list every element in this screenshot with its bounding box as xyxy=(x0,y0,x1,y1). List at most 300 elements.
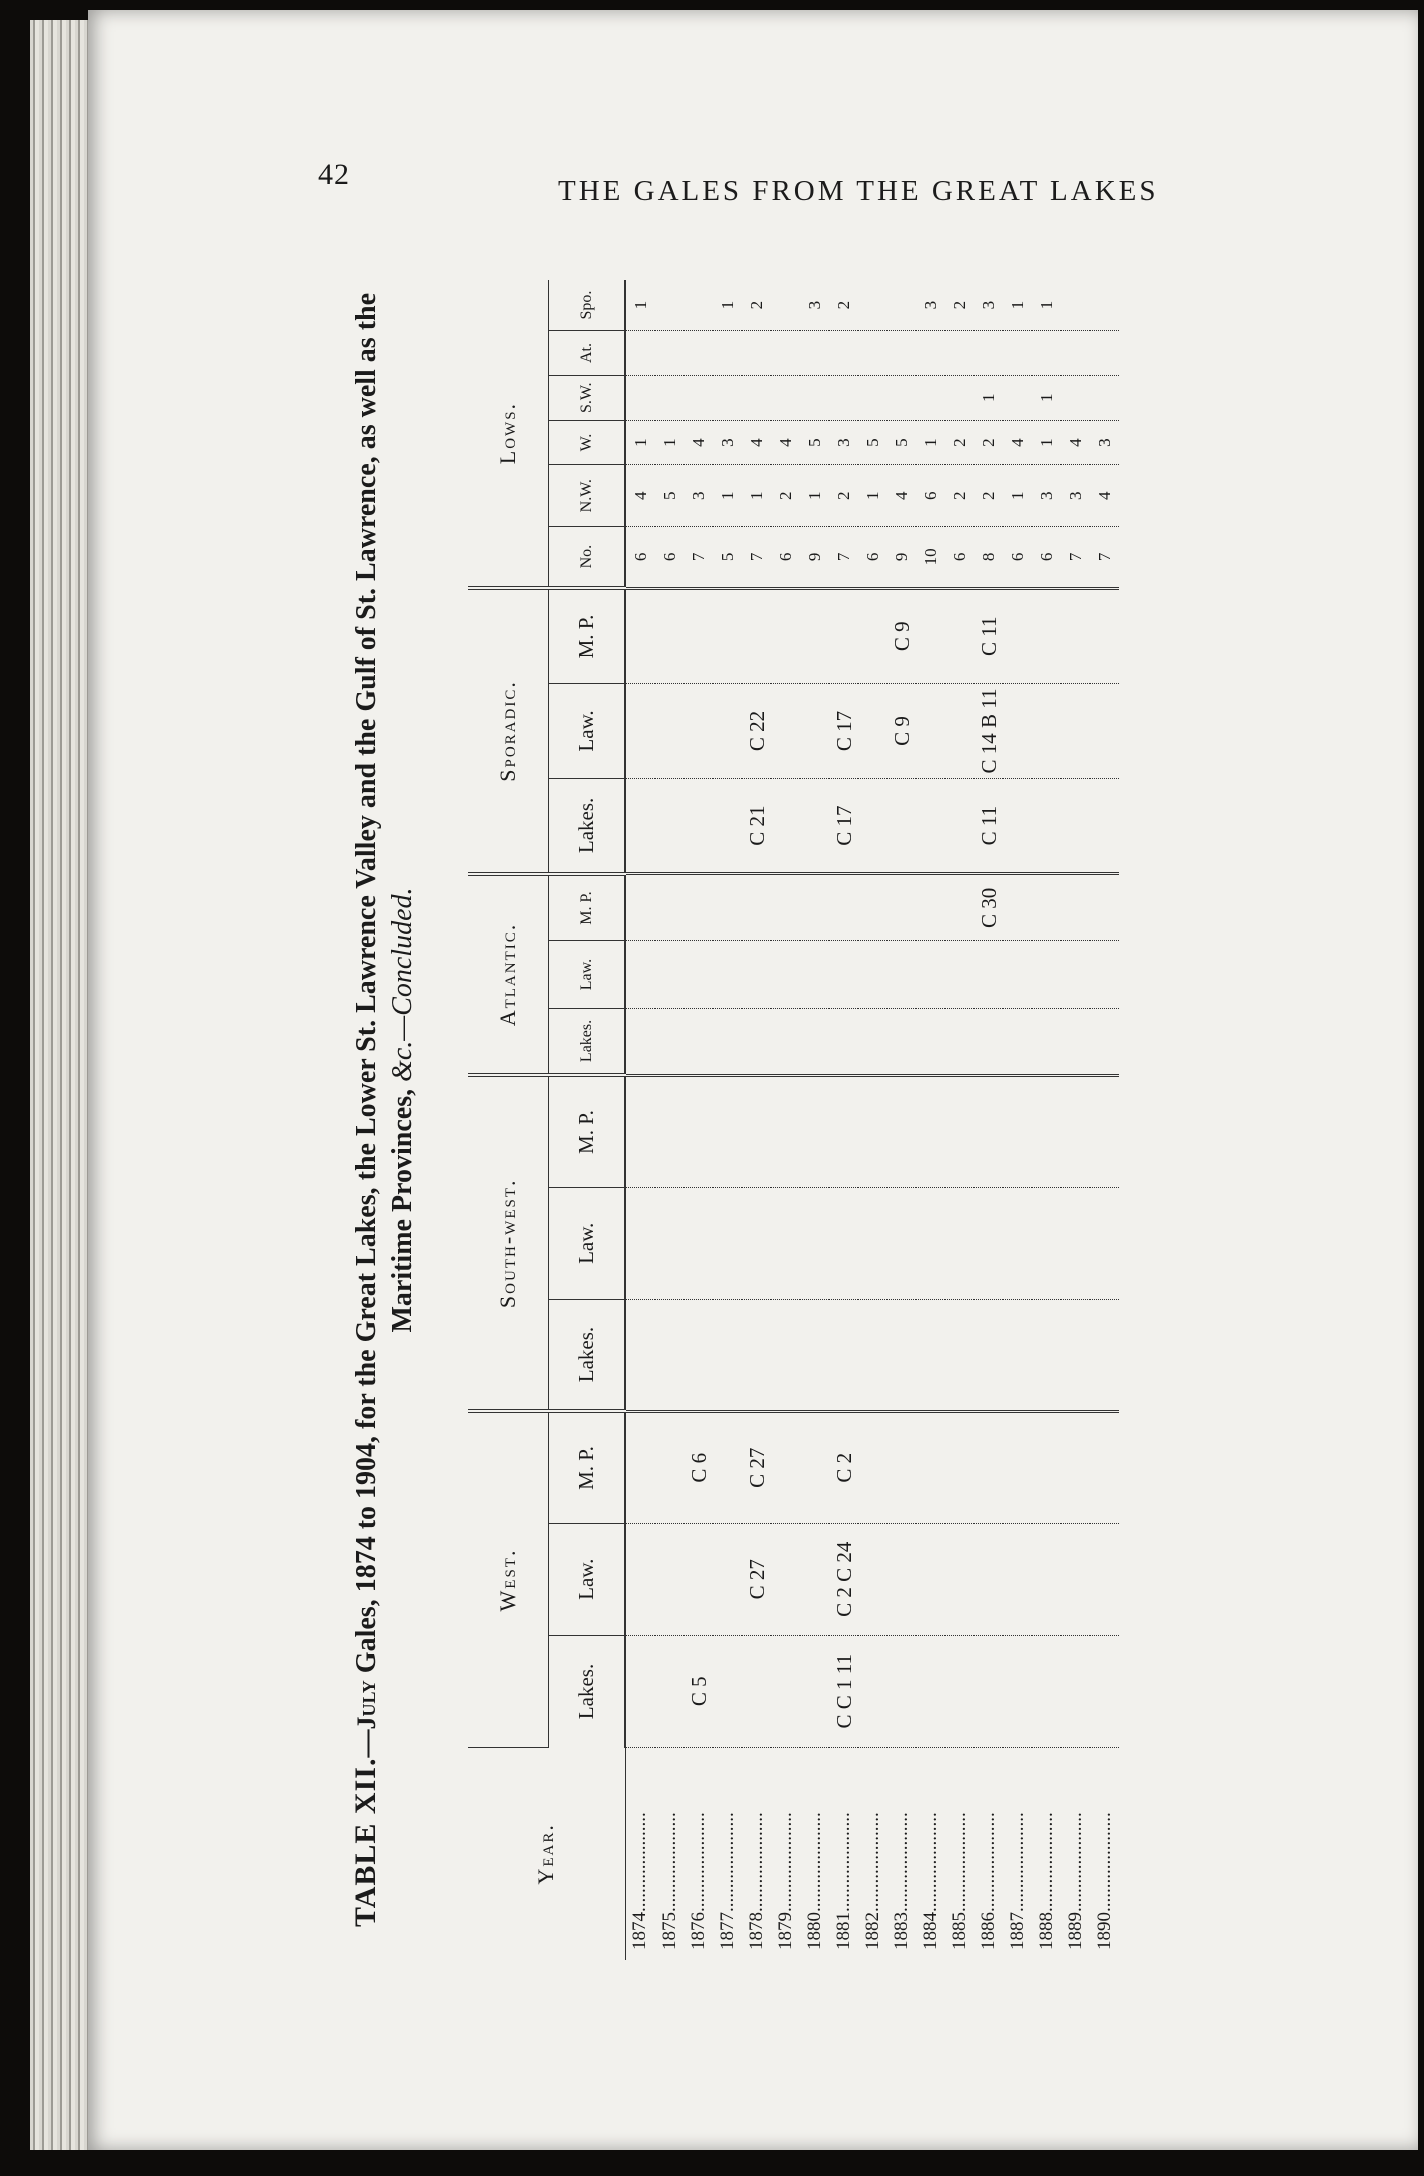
book-page xyxy=(88,10,1418,2150)
cell-s-mp xyxy=(742,588,771,683)
cell-s-law xyxy=(1061,683,1090,778)
cell-w-mp xyxy=(800,1411,829,1523)
cell-a-law xyxy=(974,941,1003,1008)
rotated-table-block xyxy=(338,260,1388,1960)
cell-sw-law xyxy=(887,1187,916,1299)
cell-w-law xyxy=(916,1523,945,1635)
cell-w-lakes xyxy=(1032,1635,1061,1747)
cell-w: 4 xyxy=(771,420,800,465)
cell-a-law xyxy=(945,941,974,1008)
table-row xyxy=(742,280,771,1960)
cell-s-law xyxy=(800,683,829,778)
cell-w-law xyxy=(800,1523,829,1635)
cell-a-mp xyxy=(684,874,713,941)
cell-w-mp xyxy=(887,1411,916,1523)
cell-s-mp xyxy=(858,588,887,683)
cell-w-mp xyxy=(1090,1411,1119,1523)
cell-spo: 2 xyxy=(945,280,974,331)
cell-w-law xyxy=(1061,1523,1090,1635)
cell-nw: 4 xyxy=(1090,465,1119,527)
cell-a-mp xyxy=(625,874,655,941)
year-cell: 1876..................... xyxy=(687,1812,709,1950)
cell-sw-lakes xyxy=(684,1299,713,1411)
cell-s-lakes xyxy=(1090,779,1119,874)
cell-no: 9 xyxy=(887,527,916,589)
cell-no: 6 xyxy=(945,527,974,589)
cell-nw: 4 xyxy=(625,465,655,527)
cell-no: 10 xyxy=(916,527,945,589)
cell-a-mp xyxy=(713,874,742,941)
cell-no: 8 xyxy=(974,527,1003,589)
cell-s-lakes: C 21 xyxy=(742,779,771,874)
col-sw-law: Law. xyxy=(549,1187,626,1299)
cell-sw-law xyxy=(713,1187,742,1299)
cell-sw-mp xyxy=(771,1075,800,1187)
cell-w-mp xyxy=(713,1411,742,1523)
table-row xyxy=(1003,280,1032,1960)
cell-spo: 1 xyxy=(713,280,742,331)
cell-a-mp xyxy=(800,874,829,941)
cell-sw xyxy=(1061,375,1090,420)
year-cell: 1887..................... xyxy=(1006,1812,1028,1950)
cell-sw-lakes xyxy=(916,1299,945,1411)
cell-w-lakes xyxy=(742,1635,771,1747)
cell-nw: 1 xyxy=(800,465,829,527)
col-lows-spo: Spo. xyxy=(549,280,626,331)
col-lows-no: No. xyxy=(549,527,626,589)
year-cell: 1884..................... xyxy=(919,1812,941,1950)
cell-s-mp xyxy=(625,588,655,683)
cell-sw-mp xyxy=(974,1075,1003,1187)
cell-w-lakes xyxy=(974,1635,1003,1747)
cell-at xyxy=(1061,331,1090,376)
cell-s-law xyxy=(916,683,945,778)
cell-a-lakes xyxy=(858,1008,887,1075)
cell-s-mp xyxy=(1032,588,1061,683)
group-west: West. xyxy=(468,1411,549,1747)
cell-sw-law xyxy=(742,1187,771,1299)
table-row xyxy=(858,280,887,1960)
cell-w-lakes xyxy=(800,1635,829,1747)
cell-w-law xyxy=(945,1523,974,1635)
cell-no: 6 xyxy=(625,527,655,589)
cell-w-law xyxy=(858,1523,887,1635)
cell-a-law xyxy=(771,941,800,1008)
cell-w-law xyxy=(684,1523,713,1635)
cell-a-lakes xyxy=(1032,1008,1061,1075)
cell-s-law xyxy=(625,683,655,778)
cell-no: 6 xyxy=(771,527,800,589)
cell-s-lakes xyxy=(887,779,916,874)
cell-a-mp xyxy=(655,874,684,941)
cell-w: 5 xyxy=(858,420,887,465)
cell-sw-mp xyxy=(800,1075,829,1187)
cell-w: 4 xyxy=(1061,420,1090,465)
cell-w-law xyxy=(771,1523,800,1635)
cell-w-lakes: C 5 xyxy=(684,1635,713,1747)
cell-sw-law xyxy=(655,1187,684,1299)
cell-a-lakes xyxy=(771,1008,800,1075)
cell-at xyxy=(1003,331,1032,376)
cell-sw-mp xyxy=(655,1075,684,1187)
cell-w-mp xyxy=(625,1411,655,1523)
cell-s-mp xyxy=(800,588,829,683)
cell-w-lakes xyxy=(625,1635,655,1747)
cell-sw-mp xyxy=(713,1075,742,1187)
cell-a-lakes xyxy=(945,1008,974,1075)
caption-month: July xyxy=(352,1680,381,1730)
cell-no: 6 xyxy=(655,527,684,589)
cell-s-lakes xyxy=(800,779,829,874)
cell-w: 3 xyxy=(713,420,742,465)
cell-nw: 2 xyxy=(829,465,858,527)
cell-at xyxy=(887,331,916,376)
cell-s-lakes xyxy=(684,779,713,874)
cell-sw-lakes xyxy=(625,1299,655,1411)
cell-sw xyxy=(916,375,945,420)
cell-a-lakes xyxy=(974,1008,1003,1075)
cell-sw xyxy=(887,375,916,420)
cell-sw xyxy=(684,375,713,420)
year-cell: 1883..................... xyxy=(890,1812,912,1950)
table-row xyxy=(1032,280,1061,1960)
cell-sw-lakes xyxy=(887,1299,916,1411)
cell-sw xyxy=(800,375,829,420)
cell-w-mp xyxy=(771,1411,800,1523)
col-sporadic-law: Law. xyxy=(549,683,626,778)
cell-w-mp: C 27 xyxy=(742,1411,771,1523)
cell-s-lakes xyxy=(771,779,800,874)
cell-sw-mp xyxy=(742,1075,771,1187)
cell-at xyxy=(771,331,800,376)
cell-s-lakes xyxy=(1061,779,1090,874)
year-cell: 1880..................... xyxy=(803,1812,825,1950)
cell-nw: 1 xyxy=(858,465,887,527)
cell-s-law: C 9 xyxy=(887,683,916,778)
cell-spo: 1 xyxy=(1003,280,1032,331)
cell-w: 3 xyxy=(829,420,858,465)
cell-spo: 3 xyxy=(916,280,945,331)
cell-no: 7 xyxy=(1061,527,1090,589)
cell-sw-lakes xyxy=(829,1299,858,1411)
cell-sw-lakes xyxy=(655,1299,684,1411)
col-lows-sw: S.W. xyxy=(549,375,626,420)
cell-at xyxy=(713,331,742,376)
col-atlantic-law: Law. xyxy=(549,941,626,1008)
cell-no: 6 xyxy=(858,527,887,589)
cell-s-mp xyxy=(771,588,800,683)
cell-sw-law xyxy=(800,1187,829,1299)
year-cell: 1881..................... xyxy=(832,1812,854,1950)
cell-w-law xyxy=(713,1523,742,1635)
cell-w-lakes xyxy=(887,1635,916,1747)
cell-w-law xyxy=(974,1523,1003,1635)
cell-s-law xyxy=(858,683,887,778)
year-cell: 1875..................... xyxy=(658,1812,680,1950)
year-cell: 1882..................... xyxy=(861,1812,883,1950)
cell-w-lakes xyxy=(945,1635,974,1747)
cell-at xyxy=(655,331,684,376)
cell-s-lakes: C 11 xyxy=(974,779,1003,874)
cell-w-mp xyxy=(1003,1411,1032,1523)
cell-s-mp xyxy=(1003,588,1032,683)
cell-no: 7 xyxy=(1090,527,1119,589)
cell-s-mp xyxy=(1090,588,1119,683)
col-lows-w: W. xyxy=(549,420,626,465)
cell-nw: 1 xyxy=(713,465,742,527)
cell-s-law xyxy=(655,683,684,778)
table-row xyxy=(655,280,684,1960)
cell-a-mp xyxy=(887,874,916,941)
caption-text: Gales, 1874 to 1904, for the Great Lakes, the Lower St. Lawrence Valley and the Gulf of St. Lawrence, as well as the Maritime Provinces, xyxy=(351,292,418,1681)
cell-sw-mp xyxy=(1090,1075,1119,1187)
cell-spo: 2 xyxy=(829,280,858,331)
table-row xyxy=(713,280,742,1960)
cell-a-law xyxy=(1090,941,1119,1008)
cell-sw-lakes xyxy=(858,1299,887,1411)
cell-w: 5 xyxy=(800,420,829,465)
table-body xyxy=(625,280,1119,1960)
col-atlantic-mp: M. P. xyxy=(549,874,626,941)
cell-w: 4 xyxy=(684,420,713,465)
cell-a-law xyxy=(625,941,655,1008)
table-row xyxy=(974,280,1003,1960)
caption-dash: — xyxy=(351,1729,382,1758)
year-cell: 1878..................... xyxy=(745,1812,767,1950)
cell-nw: 1 xyxy=(742,465,771,527)
cell-w-law xyxy=(655,1523,684,1635)
cell-nw: 6 xyxy=(916,465,945,527)
cell-sw-lakes xyxy=(771,1299,800,1411)
cell-sw-law xyxy=(1090,1187,1119,1299)
cell-nw: 3 xyxy=(1032,465,1061,527)
cell-spo xyxy=(1090,280,1119,331)
cell-a-mp xyxy=(1090,874,1119,941)
cell-no: 6 xyxy=(1003,527,1032,589)
cell-w-law xyxy=(1003,1523,1032,1635)
cell-spo xyxy=(858,280,887,331)
cell-spo xyxy=(655,280,684,331)
col-sw-lakes: Lakes. xyxy=(549,1299,626,1411)
cell-s-mp xyxy=(945,588,974,683)
table-row xyxy=(887,280,916,1960)
cell-at xyxy=(974,331,1003,376)
cell-w: 2 xyxy=(974,420,1003,465)
cell-w: 5 xyxy=(887,420,916,465)
cell-a-law xyxy=(655,941,684,1008)
cell-sw-law xyxy=(829,1187,858,1299)
cell-a-lakes xyxy=(713,1008,742,1075)
cell-s-lakes xyxy=(1003,779,1032,874)
cell-s-law: C 14 B 11 xyxy=(974,683,1003,778)
cell-w-mp xyxy=(916,1411,945,1523)
cell-spo: 1 xyxy=(625,280,655,331)
cell-w: 1 xyxy=(655,420,684,465)
cell-w: 1 xyxy=(625,420,655,465)
cell-sw-mp xyxy=(1032,1075,1061,1187)
cell-a-lakes xyxy=(1061,1008,1090,1075)
cell-a-lakes xyxy=(887,1008,916,1075)
cell-sw-law xyxy=(1003,1187,1032,1299)
cell-a-lakes xyxy=(1003,1008,1032,1075)
cell-sw-mp xyxy=(1003,1075,1032,1187)
cell-nw: 2 xyxy=(945,465,974,527)
cell-at xyxy=(1090,331,1119,376)
col-lows-at: At. xyxy=(549,331,626,376)
cell-sw-mp xyxy=(887,1075,916,1187)
table-label: TABLE XII. xyxy=(349,1757,382,1928)
cell-no: 9 xyxy=(800,527,829,589)
gales-table xyxy=(468,280,1119,1960)
col-west-mp: M. P. xyxy=(549,1411,626,1523)
table-row xyxy=(800,280,829,1960)
table-caption xyxy=(348,260,421,1960)
cell-sw xyxy=(945,375,974,420)
year-cell: 1886..................... xyxy=(977,1812,999,1950)
cell-sw-law xyxy=(684,1187,713,1299)
cell-at xyxy=(829,331,858,376)
cell-sw-law xyxy=(858,1187,887,1299)
cell-a-law xyxy=(684,941,713,1008)
cell-s-lakes xyxy=(1032,779,1061,874)
cell-sw: 1 xyxy=(974,375,1003,420)
cell-s-lakes: C 17 xyxy=(829,779,858,874)
cell-sw xyxy=(1090,375,1119,420)
cell-w-law: C 2 C 24 xyxy=(829,1523,858,1635)
cell-s-mp xyxy=(916,588,945,683)
cell-s-lakes xyxy=(625,779,655,874)
cell-nw: 3 xyxy=(1061,465,1090,527)
cell-spo: 1 xyxy=(1032,280,1061,331)
year-cell: 1890..................... xyxy=(1093,1812,1115,1950)
cell-sw-lakes xyxy=(713,1299,742,1411)
group-sporadic: Sporadic. xyxy=(468,588,549,874)
cell-a-lakes xyxy=(684,1008,713,1075)
cell-w-law xyxy=(887,1523,916,1635)
cell-sw-lakes xyxy=(1032,1299,1061,1411)
cell-s-law xyxy=(684,683,713,778)
cell-w-law: C 27 xyxy=(742,1523,771,1635)
cell-sw-mp xyxy=(829,1075,858,1187)
cell-spo xyxy=(684,280,713,331)
cell-a-law xyxy=(1061,941,1090,1008)
cell-a-lakes xyxy=(1090,1008,1119,1075)
cell-s-lakes xyxy=(858,779,887,874)
cell-w-mp: C 6 xyxy=(684,1411,713,1523)
cell-no: 7 xyxy=(742,527,771,589)
cell-a-mp xyxy=(1032,874,1061,941)
cell-sw xyxy=(771,375,800,420)
cell-sw xyxy=(655,375,684,420)
cell-w-mp xyxy=(945,1411,974,1523)
cell-at xyxy=(1032,331,1061,376)
cell-sw-law xyxy=(625,1187,655,1299)
cell-w-mp xyxy=(1032,1411,1061,1523)
cell-sw-mp xyxy=(858,1075,887,1187)
cell-a-law xyxy=(800,941,829,1008)
cell-no: 7 xyxy=(684,527,713,589)
subheader-row xyxy=(549,280,626,1960)
cell-w-lakes xyxy=(713,1635,742,1747)
cell-w-law xyxy=(625,1523,655,1635)
cell-nw: 1 xyxy=(1003,465,1032,527)
cell-nw: 2 xyxy=(771,465,800,527)
cell-sw-mp xyxy=(684,1075,713,1187)
cell-sw xyxy=(858,375,887,420)
col-lows-nw: N.W. xyxy=(549,465,626,527)
col-west-lakes: Lakes. xyxy=(549,1635,626,1747)
year-cell: 1877..................... xyxy=(716,1812,738,1950)
cell-sw xyxy=(625,375,655,420)
cell-no: 6 xyxy=(1032,527,1061,589)
year-header: Year. xyxy=(468,1747,625,1960)
cell-spo xyxy=(771,280,800,331)
group-south-west: South-west. xyxy=(468,1075,549,1411)
cell-no: 7 xyxy=(829,527,858,589)
cell-sw-law xyxy=(916,1187,945,1299)
cell-s-law: C 22 xyxy=(742,683,771,778)
cell-sw-lakes xyxy=(742,1299,771,1411)
cell-w: 3 xyxy=(1090,420,1119,465)
cell-s-mp: C 9 xyxy=(887,588,916,683)
cell-w-mp xyxy=(858,1411,887,1523)
col-sporadic-lakes: Lakes. xyxy=(549,779,626,874)
cell-a-law xyxy=(742,941,771,1008)
cell-s-mp: C 11 xyxy=(974,588,1003,683)
year-cell: 1885..................... xyxy=(948,1812,970,1950)
cell-w-mp xyxy=(655,1411,684,1523)
table-row xyxy=(829,280,858,1960)
cell-at xyxy=(858,331,887,376)
table-row xyxy=(916,280,945,1960)
cell-w-lakes xyxy=(655,1635,684,1747)
cell-s-lakes xyxy=(713,779,742,874)
cell-at xyxy=(916,331,945,376)
table-row xyxy=(684,280,713,1960)
cell-nw: 3 xyxy=(684,465,713,527)
col-sw-mp: M. P. xyxy=(549,1075,626,1187)
cell-s-law xyxy=(945,683,974,778)
cell-sw-lakes xyxy=(974,1299,1003,1411)
cell-w-law xyxy=(1090,1523,1119,1635)
cell-s-lakes xyxy=(655,779,684,874)
cell-s-law xyxy=(771,683,800,778)
cell-nw: 4 xyxy=(887,465,916,527)
cell-no: 5 xyxy=(713,527,742,589)
col-atlantic-lakes: Lakes. xyxy=(549,1008,626,1075)
cell-a-lakes xyxy=(829,1008,858,1075)
cell-w-lakes xyxy=(858,1635,887,1747)
cell-s-law: C 17 xyxy=(829,683,858,778)
cell-w-lakes xyxy=(771,1635,800,1747)
cell-a-mp xyxy=(945,874,974,941)
table-row xyxy=(1090,280,1119,1960)
cell-w: 1 xyxy=(916,420,945,465)
cell-s-law xyxy=(713,683,742,778)
table-row xyxy=(945,280,974,1960)
cell-a-mp xyxy=(742,874,771,941)
cell-sw-lakes xyxy=(800,1299,829,1411)
cell-sw-lakes xyxy=(1090,1299,1119,1411)
cell-a-law xyxy=(713,941,742,1008)
cell-a-mp xyxy=(1003,874,1032,941)
cell-nw: 5 xyxy=(655,465,684,527)
cell-spo: 3 xyxy=(800,280,829,331)
cell-sw-law xyxy=(771,1187,800,1299)
cell-spo: 2 xyxy=(742,280,771,331)
cell-w-mp xyxy=(974,1411,1003,1523)
cell-s-law xyxy=(1003,683,1032,778)
